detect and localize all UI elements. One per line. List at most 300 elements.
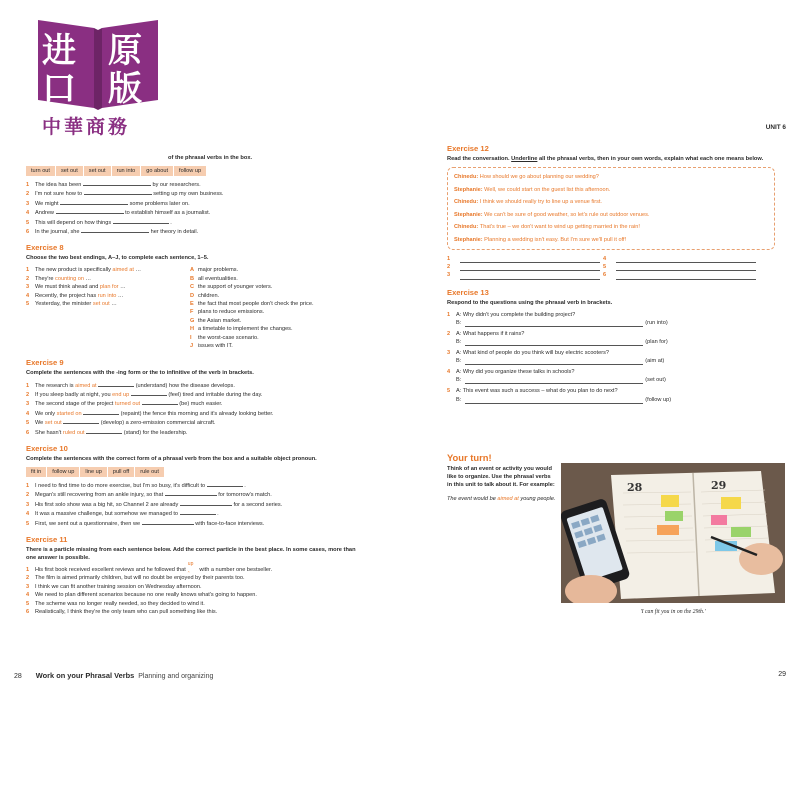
item-number: 6 <box>26 609 30 615</box>
ex8-ending <box>190 317 380 325</box>
conversation-line <box>454 196 768 209</box>
insertion-mark <box>186 560 198 574</box>
line-text: . <box>168 219 172 226</box>
ex9-line <box>26 409 386 418</box>
ex10-lines <box>26 481 386 528</box>
item-number: 3 <box>26 501 30 508</box>
ex7-line <box>26 180 386 189</box>
conversation-line <box>454 221 768 234</box>
answer-blank[interactable] <box>83 409 119 415</box>
ex12-answers-col-2 <box>603 255 759 280</box>
ex11-line <box>26 608 386 616</box>
word-box-item: pull off <box>108 467 135 477</box>
ex8-ending <box>190 283 380 291</box>
planner-photo <box>561 463 785 603</box>
line-text: The new product is specifically <box>35 267 113 274</box>
phrasal-verb: aimed at <box>75 382 97 389</box>
item-number: 4 <box>603 256 607 262</box>
line-text: This will depend on how things <box>35 219 113 226</box>
ex9-line <box>26 418 386 427</box>
ex8-columns <box>26 266 386 350</box>
phrasal-verb: set out <box>44 420 62 427</box>
answer-blank[interactable] <box>142 519 194 525</box>
ex13-question <box>447 368 787 376</box>
item-number: 1 <box>26 566 30 573</box>
answer-blank[interactable] <box>465 321 643 327</box>
left-page <box>26 148 386 616</box>
line-text: with face-to-face interviews. <box>193 520 265 527</box>
ex11-lines <box>26 560 386 616</box>
ex11-line <box>26 591 386 599</box>
line-text: … <box>116 292 124 299</box>
speech-text: I think we should really try to line up a venue first. <box>479 199 602 205</box>
ex7-line <box>26 218 386 227</box>
line-text: for tomorrow's match. <box>216 492 272 499</box>
ex7-line <box>26 189 386 198</box>
ex7-instruction-tail: of the phrasal verbs in the box. <box>168 155 253 161</box>
line-text: … <box>133 267 142 274</box>
line-text: … <box>118 284 126 291</box>
line-text: by our researchers. <box>150 182 201 188</box>
your-turn-title: Your turn! <box>447 452 492 463</box>
line-text: setting up my own business. <box>151 191 224 198</box>
item-number: 4 <box>447 369 451 376</box>
item-number: 1 <box>26 182 30 188</box>
line-text: His first solo show was a big hit, so Channel 2 are already <box>35 501 180 508</box>
speech-text: That's true – we don't want to wind up getting married in the rain! <box>479 224 640 230</box>
page-number-right: 29 <box>778 671 786 678</box>
answer-blank[interactable] <box>460 274 600 280</box>
answer-blank[interactable] <box>460 265 600 271</box>
speaker-name: Stephanie: <box>454 236 485 243</box>
your-turn-box <box>447 452 557 503</box>
line-text: Recently, the project has <box>35 292 98 299</box>
line-text: Megan's still recovering from an ankle injury, so that <box>35 492 165 499</box>
verb-hint: (plan for) <box>645 339 668 346</box>
conversation-line <box>454 209 768 222</box>
ex13-response <box>447 396 787 404</box>
item-number: 2 <box>447 264 451 271</box>
answer-row <box>603 271 759 279</box>
ending-letter: F <box>190 309 194 316</box>
ex13-question <box>447 349 787 357</box>
speaker-name: Chinedu: <box>454 199 480 205</box>
ex13-response <box>447 376 787 384</box>
ex7-lines <box>26 180 386 236</box>
ex10-instruction: Complete the sentences with the correct form of a phrasal verb from the box and a suitable object pronoun. <box>26 455 317 462</box>
phrasal-verb: ruled out <box>62 429 85 436</box>
item-number: 1 <box>447 256 451 262</box>
ex11-line <box>26 583 386 591</box>
line-text: Realistically, I think they're the only team who can pull something like this. <box>35 609 218 615</box>
line-text: some problems later on. <box>128 200 190 207</box>
answer-blank[interactable] <box>460 257 600 263</box>
word-box-item: fit in <box>26 467 47 477</box>
answer-blank[interactable] <box>465 359 643 365</box>
line-text: . <box>242 482 246 489</box>
yt-example-post: young people. <box>518 496 556 502</box>
ex9-lines <box>26 381 386 437</box>
ex8-endings <box>190 266 380 350</box>
ex11-title: Exercise 11 <box>26 534 68 544</box>
answer-blank[interactable] <box>465 340 643 346</box>
ending-letter: J <box>190 343 194 350</box>
word-box-item: line up <box>80 467 107 477</box>
ending-letter: B <box>190 275 195 282</box>
ex12-instr-post: all the phrasal verbs, then in your own words, explain what each one means below. <box>537 156 764 162</box>
item-number: 4 <box>26 511 30 518</box>
speaker-name: Stephanie: <box>454 211 485 218</box>
line-text: … <box>109 301 117 308</box>
line-text: the Asian market. <box>198 317 242 324</box>
verb-hint: (aim at) <box>645 358 665 365</box>
answer-blank[interactable] <box>465 378 643 384</box>
item-number: 6 <box>26 429 30 436</box>
your-turn-text: Think of an event or activity you would like to organize. Use the phrasal verbs in this unit to talk about it. For example: <box>447 466 555 488</box>
item-number: 5 <box>26 219 30 226</box>
ex13-response <box>447 319 787 327</box>
ex13-title: Exercise 13 <box>447 287 489 297</box>
phrasal-verb: set out <box>92 301 110 308</box>
phrasal-verb: turned out <box>114 401 141 408</box>
line-text: … <box>83 275 92 282</box>
line-text: Andrew <box>35 210 56 217</box>
yt-example-highlight: aimed at <box>497 496 519 502</box>
footer-left <box>14 671 213 680</box>
ending-letter: E <box>190 301 194 308</box>
ex8-sentences <box>26 266 190 350</box>
line-text: children. <box>198 292 220 299</box>
caret-icon: ‸ <box>187 566 190 573</box>
ex12-instr-underline: Underline <box>511 156 538 162</box>
answer-row <box>447 255 603 263</box>
answer-blank[interactable] <box>616 274 756 280</box>
ex7-line <box>26 199 386 208</box>
line-text: I'm not sure how to <box>35 191 84 198</box>
planner-date-28: 28 <box>627 481 643 494</box>
publisher-mark: 中華商務 <box>42 116 131 138</box>
line-text: issues with IT. <box>198 343 233 350</box>
ending-letter: C <box>190 284 195 291</box>
line-text: The research is <box>35 382 76 389</box>
yt-example-pre: The event would be <box>447 496 498 502</box>
line-text: plans to reduce emissions. <box>198 309 265 316</box>
ending-letter: H <box>190 326 195 333</box>
ex12-answer-lines <box>447 255 787 280</box>
item-number: 1 <box>26 382 30 389</box>
ex10-line <box>26 481 386 490</box>
line-text: (repaint) the fence this morning and it's already looking better. <box>119 410 274 417</box>
line-text: She hasn't <box>35 429 63 436</box>
ex7-line <box>26 227 386 236</box>
speaker-b: B: <box>456 339 462 346</box>
ex8-ending <box>190 275 380 283</box>
ex12-instruction <box>447 155 767 163</box>
line-text: the fact that most people don't check the price. <box>198 301 314 308</box>
line-text: We <box>35 420 45 427</box>
ending-letter: I <box>190 334 192 341</box>
word-box-item: follow up <box>179 168 202 174</box>
item-number: 4 <box>26 210 30 217</box>
answer-blank[interactable] <box>165 490 217 496</box>
ex10-word-box <box>26 467 164 477</box>
insertion-word: up <box>187 560 194 567</box>
speaker-b: B: <box>456 358 462 365</box>
speech-text: Planning a wedding isn't easy. But I'm sure we'll pull it off! <box>484 236 627 243</box>
answer-blank[interactable] <box>113 218 169 224</box>
line-text: Yesterday, the minister <box>35 301 93 308</box>
logo-book-icon <box>30 16 166 112</box>
ex13-instruction: Respond to the questions using the phrasal verb in brackets. <box>447 299 613 306</box>
line-text: First, we sent out a questionnaire, then we <box>35 520 142 527</box>
answer-row <box>447 271 603 279</box>
ex10-title: Exercise 10 <box>26 443 68 453</box>
phrasal-verb: counting on <box>55 275 84 282</box>
answer-blank[interactable] <box>56 208 124 214</box>
ex11-line <box>26 574 386 582</box>
answer-blank[interactable] <box>180 509 216 515</box>
page-number-left: 28 <box>14 673 22 680</box>
ex11-line <box>26 560 386 574</box>
answer-blank[interactable] <box>83 180 151 186</box>
conversation-line <box>454 184 768 197</box>
speech-text: How should we go about planning our wedding? <box>479 174 599 180</box>
answer-blank[interactable] <box>180 500 232 506</box>
phrasal-verb: run into <box>97 292 117 299</box>
answer-blank[interactable] <box>616 265 756 271</box>
ex8-sentence <box>26 292 190 300</box>
item-number: 3 <box>26 401 30 408</box>
item-number: 2 <box>26 391 30 398</box>
line-text: We might <box>35 200 61 207</box>
line-text: (develop) a zero-emission commercial aircraft. <box>99 420 216 427</box>
line-text: with a number one bestseller. <box>197 566 273 573</box>
ex9-title: Exercise 9 <box>26 357 64 367</box>
question-text: A: Why didn't you complete the building project? <box>456 311 576 318</box>
line-text: the support of younger voters. <box>198 284 273 291</box>
line-text: major problems. <box>198 267 239 274</box>
speaker-name: Chinedu: <box>454 174 480 180</box>
ending-letter: G <box>190 317 195 324</box>
ex12-instr-pre: Read the conversation. <box>447 156 512 162</box>
answer-row <box>603 255 759 263</box>
ex7-word-box <box>26 166 206 176</box>
speaker-b: B: <box>456 396 462 403</box>
answer-blank[interactable] <box>63 418 99 424</box>
word-box-item: turn out <box>26 166 56 176</box>
line-text: His first book received excellent reviews and he followed that <box>35 566 186 573</box>
line-text: The idea has been <box>35 182 83 188</box>
phrasal-verb: started on <box>56 410 82 417</box>
logo-char-1: 进 <box>42 31 76 71</box>
ex11-instruction: There is a particle missing from each sentence below. Add the correct particle in the best place. In some cases, more than one answer is possible. <box>26 546 356 561</box>
ex9-line <box>26 428 386 437</box>
ex10-line <box>26 500 386 509</box>
conversation-line <box>454 234 768 247</box>
phrasal-verb: plan for <box>99 284 119 291</box>
line-text: I think we can fit another training session on Wednesday afternoon. <box>35 583 202 590</box>
answer-row <box>603 263 759 271</box>
item-number: 6 <box>26 229 30 236</box>
line-text: We must think ahead and <box>35 284 100 291</box>
line-text: the worst-case scenario. <box>198 334 259 341</box>
item-number: 3 <box>447 272 451 279</box>
logo-char-4: 版 <box>108 69 142 109</box>
ex8-ending <box>190 300 380 308</box>
ex9-line <box>26 381 386 390</box>
item-number: 3 <box>447 350 451 357</box>
answer-blank[interactable] <box>98 381 134 387</box>
line-text: They're <box>35 275 56 282</box>
answer-blank[interactable] <box>86 428 122 434</box>
ex8-ending <box>190 266 380 274</box>
ex8-ending <box>190 325 380 333</box>
item-number: 5 <box>447 388 451 395</box>
ex13-question <box>447 311 787 319</box>
ex10-line <box>26 509 386 518</box>
item-number: 5 <box>26 301 30 308</box>
item-number: 4 <box>26 292 30 299</box>
speech-text: We can't be sure of good weather, so let's rule out outdoor venues. <box>484 211 650 218</box>
line-text: The second stage of the project <box>35 401 115 408</box>
verb-hint: (follow up) <box>645 396 672 403</box>
logo-char-2: 原 <box>108 31 142 71</box>
ex7-line <box>26 208 386 217</box>
ending-letter: D <box>190 292 195 299</box>
line-text: We need to plan different scenarios because no one really knows what's going to happen. <box>35 592 257 599</box>
ex8-ending <box>190 308 380 316</box>
word-box-item: follow up <box>47 467 80 477</box>
item-number: 2 <box>26 275 30 282</box>
line-text: It was a massive challenge, but somehow we managed to <box>35 511 180 518</box>
item-number: 5 <box>26 420 30 427</box>
ex8-sentence <box>26 300 190 308</box>
line-text: for a second series. <box>231 501 283 508</box>
ex10-line <box>26 519 386 528</box>
item-number: 6 <box>603 272 607 279</box>
import-edition-logo <box>30 16 166 136</box>
item-number: 2 <box>26 191 30 198</box>
line-text: We only <box>35 410 57 417</box>
line-text: The film is aimed primarily children, but will no doubt be enjoyed by their parents too. <box>35 575 245 582</box>
question-text: A: What happens if it rains? <box>456 330 525 337</box>
answer-blank[interactable] <box>207 481 243 487</box>
ex9-instruction: Complete the sentences with the -ing form or the to infinitive of the verb in brackets. <box>26 369 254 376</box>
line-text: In the journal, she <box>35 229 82 236</box>
ex8-title: Exercise 8 <box>26 243 64 253</box>
right-page <box>447 120 787 404</box>
item-number: 3 <box>26 284 30 291</box>
line-text: to establish himself as a journalist. <box>123 210 211 217</box>
verb-hint: (set out) <box>645 377 666 384</box>
word-box-item: set out <box>84 166 112 176</box>
ex13-response <box>447 357 787 365</box>
line-text: a timetable to implement the changes. <box>198 326 293 333</box>
line-text: her theory in detail. <box>149 229 199 236</box>
answer-blank[interactable] <box>81 227 149 233</box>
ex11-line <box>26 600 386 608</box>
line-text: all eventualities. <box>198 275 238 282</box>
your-turn-example <box>447 495 557 503</box>
section-title: Planning and organizing <box>138 673 214 680</box>
ex8-instruction: Choose the two best endings, A–J, to complete each sentence, 1–5. <box>26 255 209 262</box>
question-text: A: This event was such a success – what do you plan to do next? <box>456 388 618 395</box>
ex12-answers-col-1 <box>447 255 603 280</box>
ex8-ending <box>190 334 380 342</box>
ex8-sentence <box>26 266 190 274</box>
ex8-ending <box>190 342 380 350</box>
item-number: 2 <box>26 492 30 499</box>
line-text: (be) much easier. <box>177 401 223 408</box>
answer-blank[interactable] <box>616 257 756 263</box>
word-box-item: go about <box>141 166 174 176</box>
item-number: 3 <box>26 583 30 590</box>
item-number: 4 <box>26 410 30 417</box>
item-number: 5 <box>603 264 607 271</box>
ex12-title: Exercise 12 <box>447 144 489 153</box>
conversation-box <box>447 167 775 250</box>
item-number: 1 <box>26 267 30 274</box>
line-text: . <box>215 511 219 518</box>
question-text: A: Why did you organize these talks in schools? <box>456 369 575 376</box>
ending-letter: A <box>190 267 195 274</box>
answer-blank[interactable] <box>60 199 128 205</box>
speaker-b: B: <box>456 377 462 384</box>
verb-hint: (run into) <box>645 319 668 326</box>
ex13-response <box>447 338 787 346</box>
ex13-question <box>447 330 787 338</box>
line-text: The scheme was no longer really needed, so they decided to wind it. <box>35 600 205 607</box>
line-text: If you sleep badly at night, you <box>35 391 113 398</box>
ex8-ending <box>190 292 380 300</box>
item-number: 2 <box>26 575 30 582</box>
question-text: A: What kind of people do you think will buy electric scooters? <box>456 350 609 357</box>
ex8-sentence <box>26 275 190 283</box>
answer-row <box>447 263 603 271</box>
answer-blank[interactable] <box>131 390 167 396</box>
phrasal-verb: aimed at <box>112 267 134 274</box>
book-title: Work on your Phrasal Verbs <box>35 671 135 680</box>
speaker-b: B: <box>456 319 462 326</box>
ex9-line <box>26 390 386 399</box>
item-number: 3 <box>26 200 30 207</box>
ex8-sentence <box>26 283 190 291</box>
planner-illustration <box>561 463 785 603</box>
answer-blank[interactable] <box>84 189 152 195</box>
line-text: I need to find time to do more exercise, but I'm so busy, it's difficult to <box>35 482 207 489</box>
line-text: (understand) how the disease develops. <box>134 382 235 389</box>
line-text: (feel) tired and irritable during the day. <box>166 391 263 398</box>
ex13-questions <box>447 311 787 404</box>
word-box-item: run into <box>112 166 142 176</box>
conversation-line <box>454 171 768 184</box>
word-box-item: rule out <box>140 468 159 475</box>
item-number: 1 <box>447 311 451 318</box>
unit-label: UNIT 6 <box>765 124 786 131</box>
item-number: 4 <box>26 592 30 599</box>
phrasal-verb: end up <box>112 391 130 398</box>
answer-blank[interactable] <box>142 399 178 405</box>
logo-char-3: 口 <box>42 69 76 109</box>
item-number: 1 <box>26 482 30 489</box>
answer-blank[interactable] <box>465 398 643 404</box>
line-text: (stand) for the leadership. <box>122 429 188 436</box>
speech-text: Well, we could start on the guest list this afternoon. <box>484 186 611 193</box>
item-number: 5 <box>26 600 30 607</box>
item-number: 2 <box>447 330 451 337</box>
planner-date-29: 29 <box>711 479 727 492</box>
ex9-line <box>26 399 386 408</box>
